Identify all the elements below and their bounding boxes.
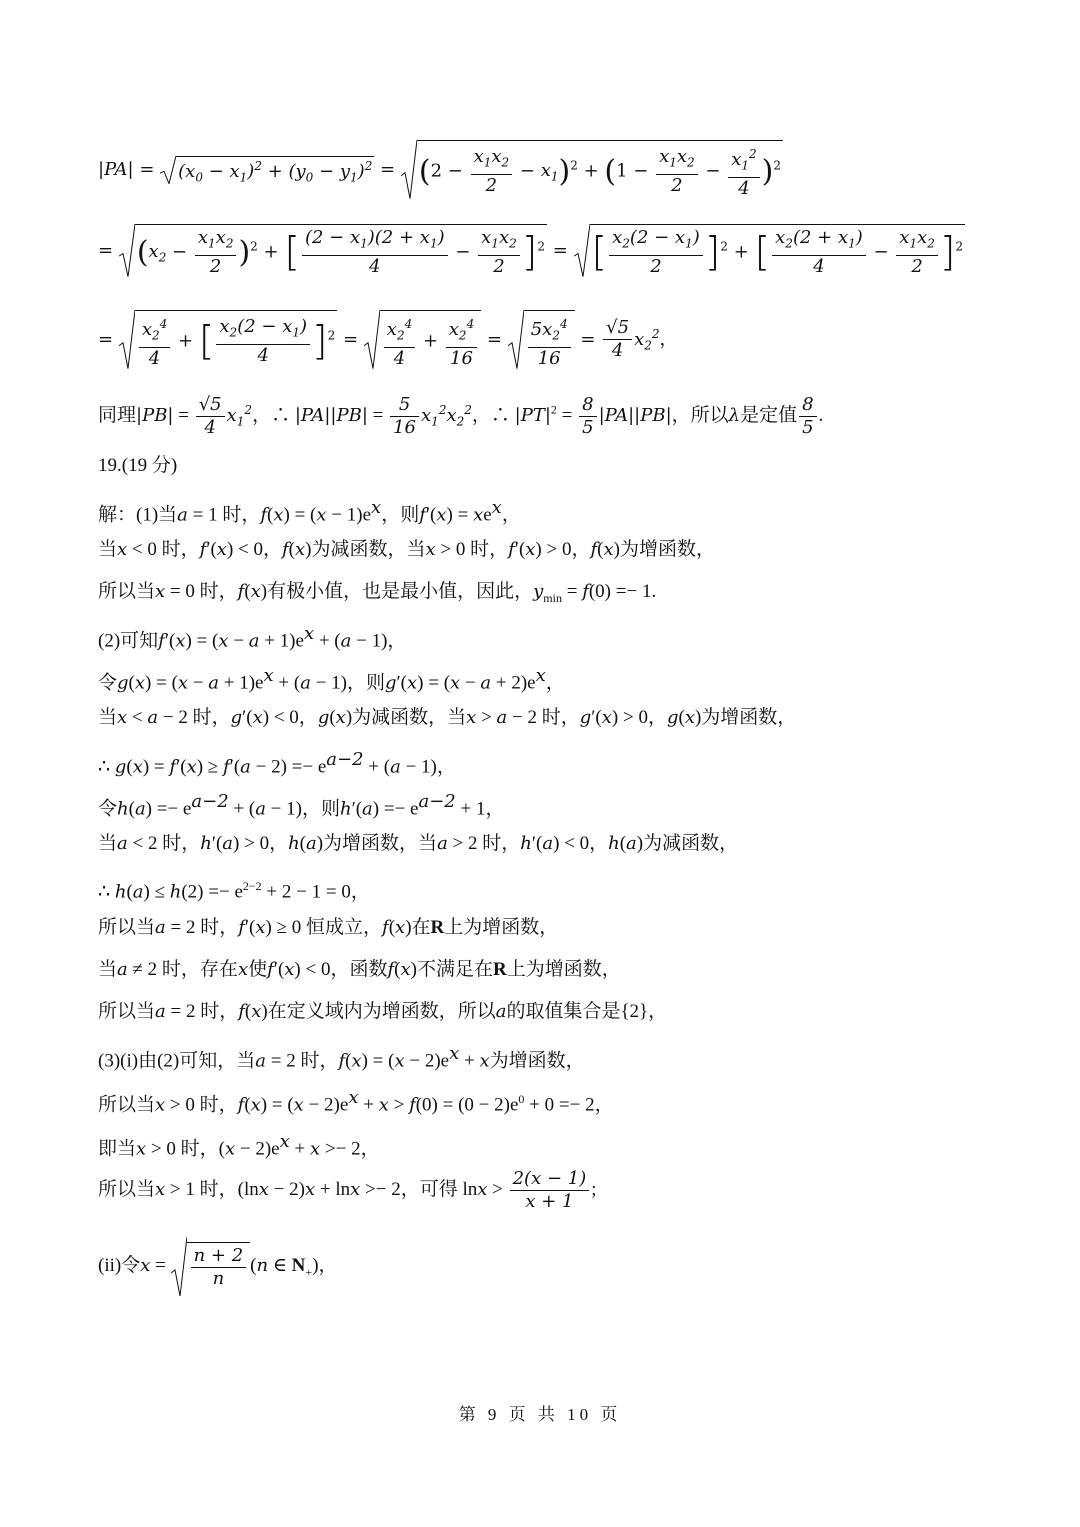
equation-pa-line2: = ($x_2$ − $\frac{x_1x_2}{2}$ )$^2$ + [ $\frac{(2 - x_1)(2 + x_1)}{4}$ − $\frac{x_1x_2}{2}$ ]$^2$ = [ $\frac{x_2(2 - x_1)}{2}$ ]$^2$ + [ $\frac{x_2(2 + x_1)}{4}$ − $\frac{x_1x_2}{2}$ ]$^2$ xyxy=(98,224,965,278)
solution-line-18: (ii)令x = $\frac{n + 2}{n}$ (n ∈ $N_+$)， xyxy=(98,1236,338,1302)
solution-line-9: 当a < 2 时，h′(a) > 0，h(a)为增函数，当a > 2 时，h′(a) < 0，h(a)为减函数， xyxy=(98,833,739,854)
question-19-heading: 19.(19 分) xyxy=(98,455,178,476)
text-tongli: 同理 xyxy=(98,404,137,426)
solution-line-5: 令$g(x) = (x - a + 1)e^x + (a - 1)$，则$g'(x) = (x - a + 2)e^x$， xyxy=(98,665,565,694)
equation-pa-line1: |PA| = $(x_0 - x_1)^2 + (y_0 - y_1)^2$ = (2 − $\frac{x_1x_2}{2}$ − $x_1)^2 + (1$ − $\frac{x_1x_2}{2}$ − $\frac{x_1^2}{4}$ )$^2$ xyxy=(98,140,783,200)
solution-line-12: 当a ≠ 2 时，存在x使f′(x) < 0，函数f(x)不满足在R上为增函数， xyxy=(98,959,621,980)
solution-line-1: 解：(1)当a = 1 时，$f(x) = (x - 1)e^x$，则$f'(x) = xe^x$， xyxy=(98,497,521,526)
solution-line-13: 所以当a = 2 时，f(x)在定义域内为增函数，所以a的取值集合是{2}， xyxy=(98,1001,668,1022)
solution-line-16: 即当x > 0 时，$(x - 2)e^x + x >- 2$， xyxy=(98,1131,380,1160)
solution-line-11: 所以当a = 2 时，f′(x) ≥ 0 恒成立，f(x)在R上为增函数， xyxy=(98,917,559,938)
solution-line-10: ∴ $h(a) \le h(2) =- e^{2-2} + 2 - 1 = 0$， xyxy=(98,879,370,903)
solution-line-8: 令$h(a) =- e^{a-2} + (a - 1)$，则$h'(a) =- e^{a-2} + 1$， xyxy=(98,791,505,820)
equation-pb-line: 同理|PB| = $\frac{√5}{4}$ $x_1^2$，∴ |PA||PB| = $\frac{5}{16}$ $x_1^2x_2^2$，∴ $|PT|^2$ = $\frac{8}{5}$ |PA||PB|，所以λ是定值 $\frac{8}{5}$ . xyxy=(98,394,824,438)
page-footer: 第 9 页 共 10 页 xyxy=(458,1405,622,1424)
solution-line-2: 当x < 0 时，f′(x) < 0，f(x)为减函数，当x > 0 时，f′(x) > 0，f(x)为增函数， xyxy=(98,539,715,560)
solution-line-3: 所以当x = 0 时，f(x)有极小值，也是最小值，因此，$y_{min} = f(0) =- 1$. xyxy=(98,581,657,605)
solution-line-14: (3)(i)由(2)可知，当a = 2 时，$f(x) = (x - 2)e^x + x$为增函数， xyxy=(98,1043,585,1072)
solution-line-7: ∴ $g(x) = f'(x) \ge f'(a - 2) =- e^{a-2} + (a - 1)$， xyxy=(98,749,456,778)
solution-line-6: 当x < a − 2 时，g′(x) < 0，g(x)为减函数，当x > a − 2 时，g′(x) > 0，g(x)为增函数， xyxy=(98,707,797,728)
solution-line-4: (2)可知$f'(x) = (x - a + 1)e^x + (a - 1)$， xyxy=(98,623,407,652)
equation-pa-line3: = $\frac{x_2^4}{4}$ + [ $\frac{x_2(2 - x_1)}{4}$ ]$^2$ = $\frac{x_2^4}{4}$ + $\frac{x_2^4}{16}$ = $\frac{5x_2^4}{16}$ = $\frac{√5}{4}$ $x_2^2$， xyxy=(98,310,678,370)
solution-line-15: 所以当x > 0 时，$f(x) = (x - 2)e^x + x > f(0) = (0 - 2)e^0 + 0 =- 2$， xyxy=(98,1087,614,1116)
solution-line-17: 所以当x > 1 时，(lnx − 2)x + lnx >− 2，可得 lnx > $\frac{2(x - 1)}{x + 1}$ ; xyxy=(98,1168,597,1212)
